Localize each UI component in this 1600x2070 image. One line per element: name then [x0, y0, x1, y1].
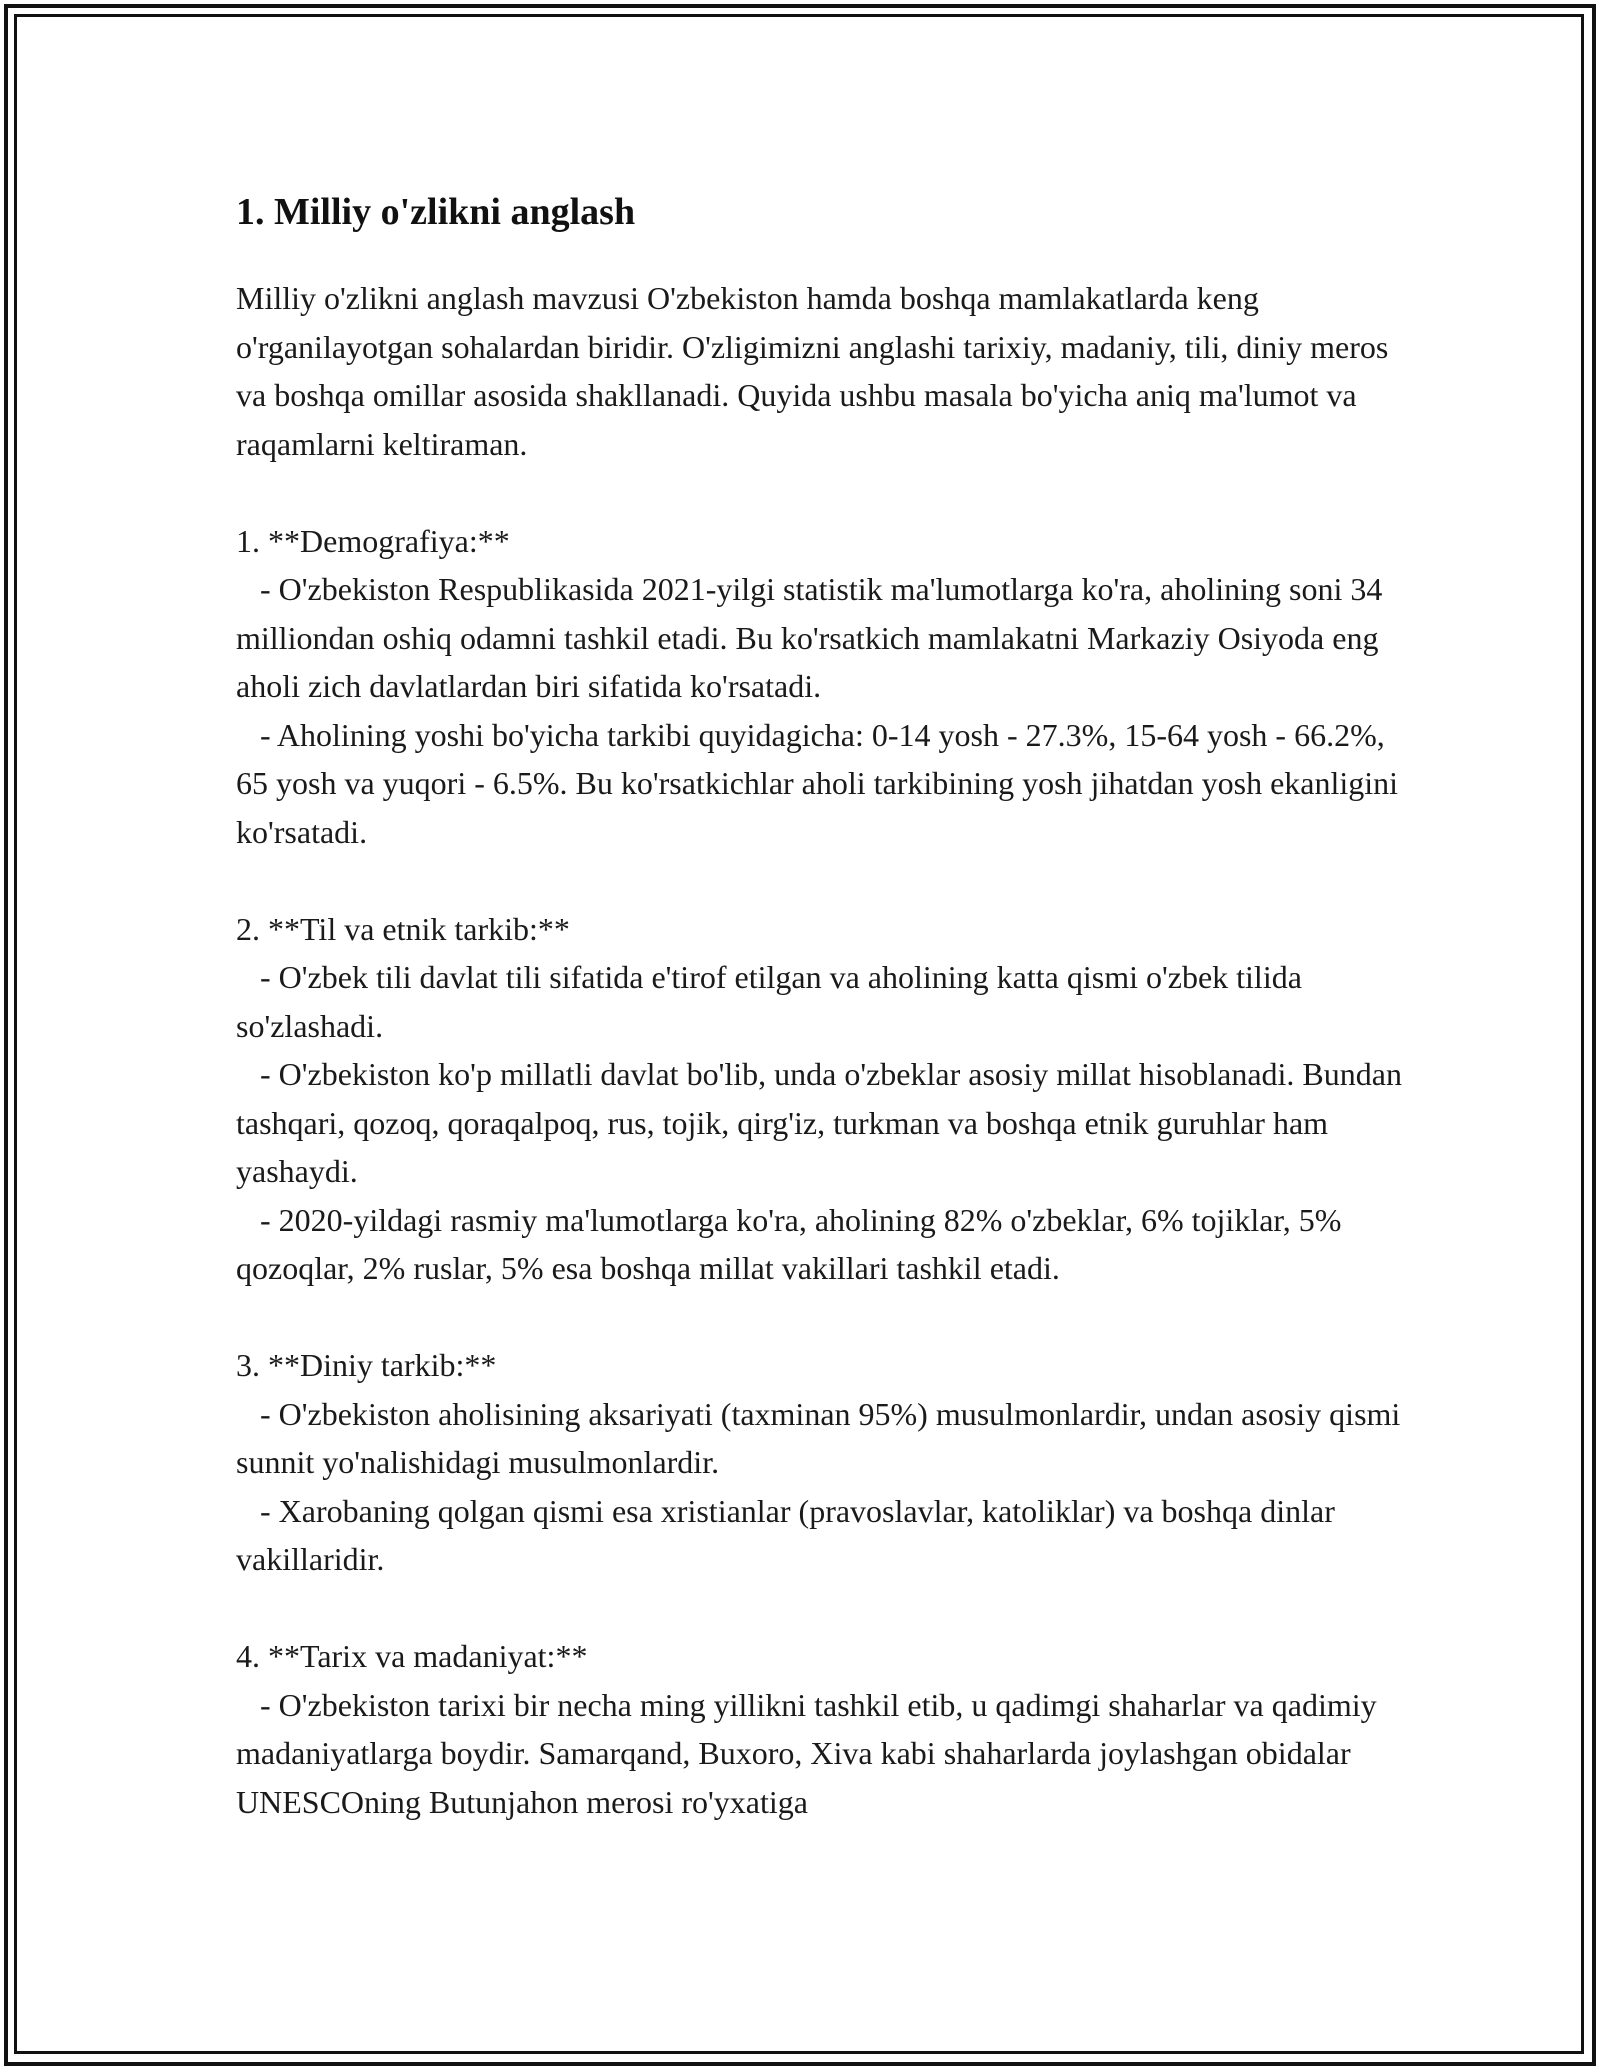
paragraph-gap	[236, 1293, 1416, 1342]
bullet-item: - Xarobaning qolgan qismi esa xristianlar (pravoslavlar, katoliklar) va boshqa dinlar vakillaridir.	[236, 1492, 1343, 1577]
section-heading: 3. **Diniy tarkib:**	[236, 1347, 497, 1383]
bullet-item: - 2020-yildagi rasmiy ma'lumotlarga ko'ra, aholining 82% o'zbeklar, 6% tojiklar, 5% qozoqlar, 2% ruslar, 5% esa boshqa millat vakillari tashkil etadi.	[236, 1201, 1350, 1286]
section-tarix	[236, 1632, 1416, 1826]
bullet-item: - O'zbekiston tarixi bir necha ming yillikni tashkil etib, u qadimgi shaharlar va qadimiy madaniyatlarga boydir. Samarqand, Buxoro, Xiva kabi shaharlarda joylashgan obidalar UNESCOning Butunjahon merosi ro'yxatiga	[236, 1686, 1385, 1820]
paragraph-gap	[236, 468, 1416, 517]
bullet-item: - O'zbekiston aholisining aksariyati (taxminan 95%) musulmonlardir, undan asosiy qismi sunnit yo'nalishidagi musulmonlardir.	[236, 1395, 1409, 1480]
section-heading: 4. **Tarix va madaniyat:**	[236, 1638, 588, 1674]
paragraph-gap	[236, 1584, 1416, 1633]
bullet-item: - O'zbekiston ko'p millatli davlat bo'lib, unda o'zbeklar asosiy millat hisoblanadi. Bundan tashqari, qozoq, qoraqalpoq, rus, tojik, qirg'iz, turkman va boshqa etnik guruhlar ham yashaydi.	[236, 1056, 1410, 1189]
section-til-etnik	[236, 905, 1416, 1293]
paragraph-gap	[236, 856, 1416, 905]
section-heading: 2. **Til va etnik tarkib:**	[236, 910, 570, 947]
section-demografiya	[236, 517, 1416, 857]
intro-paragraph: Milliy o'zlikni anglash mavzusi O'zbekiston hamda boshqa mamlakatlarda keng o'rganilayotgan sohalardan biridir. O'zligimizni anglashi tarixiy, madaniy, tili, diniy meros va boshqa omillar asosida shakllanadi. Quyida ushbu masala bo'yicha aniq ma'lumot va raqamlarni keltiraman.	[236, 280, 1397, 462]
bullet-item: - O'zbekiston Respublikasida 2021-yilgi statistik ma'lumotlarga ko'ra, aholining soni 34 milliondan oshiq odamni tashkil etadi. Bu ko'rsatkich mamlakatni Markaziy Osiyoda eng aholi zich davlatlardan biri sifatida ko'rsatadi.	[236, 571, 1391, 704]
section-diniy	[236, 1341, 1416, 1584]
document-title: 1. Milliy o'zlikni anglash	[236, 191, 636, 233]
section-heading: 1. **Demografiya:**	[236, 522, 510, 559]
bullet-item: - Aholining yoshi bo'yicha tarkibi quyidagicha: 0-14 yosh - 27.3%, 15-64 yosh - 66.2%, 65 yosh va yuqori - 6.5%. Bu ko'rsatkichlar aholi tarkibining yosh jihatdan yosh ekanligini ko'rsatadi.	[236, 716, 1407, 850]
document-body	[236, 186, 1416, 1826]
bullet-item: - O'zbek tili davlat tili sifatida e'tirof etilgan va aholining katta qismi o'zbek tilida so'zlashadi.	[236, 959, 1310, 1044]
